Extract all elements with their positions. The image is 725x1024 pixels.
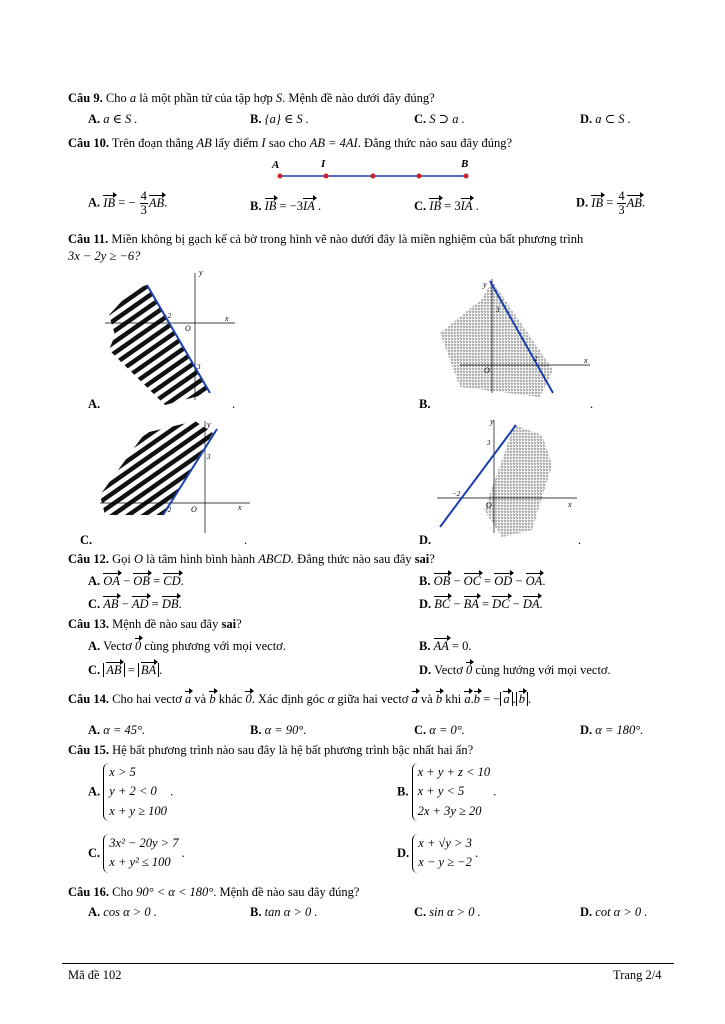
question-14-stem: Câu 14. Cho hai vectơ a và b khác 0. Xác định góc α giữa hai vectơ a và b khi a.b = − a . b . — [68, 692, 532, 706]
q9-option-a[interactable]: A. a ∈ S . — [88, 112, 138, 126]
svg-text:3: 3 — [496, 306, 500, 314]
graph-b[interactable] — [430, 275, 595, 397]
q15-option-b[interactable]: B. x + y + z < 10 x + y < 5 2x + 3y ≥ 20 . — [397, 763, 496, 821]
question-16-stem: Câu 16. Cho 90° < α < 180°. Mệnh đề nào sau đây đúng? — [68, 885, 360, 899]
svg-text:y: y — [490, 417, 494, 426]
point-i — [324, 174, 329, 179]
svg-text:2: 2 — [534, 355, 538, 363]
q14-option-c[interactable]: C. α = 0°. — [414, 723, 465, 737]
q9-option-c[interactable]: C. S ⊃ a . — [414, 112, 465, 126]
question-13-stem: Câu 13. Mệnh đề nào sau đây sai? — [68, 617, 242, 631]
q10-option-b[interactable]: B. IB = −3IA . — [250, 199, 322, 213]
exam-code: Mã đề 102 — [68, 968, 122, 982]
svg-text:y: y — [199, 268, 203, 277]
q16-option-a[interactable]: A. cos α > 0 . — [88, 905, 157, 919]
label-b: B — [461, 158, 469, 170]
question-11-stem: Câu 11. Miền không bị gạch kể cả bờ trong hình vẽ nào dưới đây là miền nghiệm của bất phương trình — [68, 232, 584, 246]
svg-text:x: x — [568, 500, 572, 509]
question-10-stem: Câu 10. Trên đoạn thẳng AB lấy điểm I sao cho AB = 4AI. Đẳng thức nào sau đây đúng? — [68, 136, 513, 150]
q11-option-a[interactable]: A. — [88, 397, 101, 411]
q9-option-b[interactable]: B. {a} ∈ S . — [250, 112, 309, 126]
q13-option-a[interactable]: A. Vectơ 0 cùng phương với mọi vectơ. — [88, 639, 286, 653]
q13-option-d[interactable]: D. Vectơ 0 cùng hướng với mọi vectơ. — [419, 663, 611, 677]
q11-option-b[interactable]: B. — [419, 397, 431, 411]
svg-text:x: x — [225, 314, 229, 323]
svg-text:−2: −2 — [163, 312, 172, 320]
q13-option-c[interactable]: C. AB = BA . — [88, 663, 163, 677]
q12-option-d[interactable]: D. BC − BA = DC − DA. — [419, 597, 543, 611]
q12-option-c[interactable]: C. AB − AD = DB. — [88, 597, 182, 611]
q14-option-a[interactable]: A. α = 45°. — [88, 723, 146, 737]
q16-option-c[interactable]: C. sin α > 0 . — [414, 905, 481, 919]
segment-figure — [266, 156, 482, 182]
q11-option-d[interactable]: D. — [419, 533, 432, 547]
svg-text:−2: −2 — [163, 506, 172, 514]
label-i: I — [321, 158, 326, 170]
q13-option-b[interactable]: B. AA = 0. — [419, 639, 472, 653]
q9-option-d[interactable]: D. a ⊂ S . — [580, 112, 631, 126]
q15-option-d[interactable]: D. x + √y > 3 x − y ≥ −2 . — [397, 834, 478, 873]
label-a: A — [272, 159, 280, 171]
question-15-stem: Câu 15. Hệ bất phương trình nào sau đây là hệ bất phương trình bậc nhất hai ẩn? — [68, 743, 474, 757]
svg-text:x: x — [584, 356, 588, 365]
svg-text:y: y — [483, 280, 487, 289]
svg-text:O: O — [191, 505, 197, 514]
svg-text:O: O — [185, 324, 191, 333]
point-b — [464, 174, 469, 179]
svg-text:O: O — [486, 501, 492, 510]
question-11-inequality: 3x − 2y ≥ −6? — [68, 249, 141, 263]
q15-option-c[interactable]: C. 3x² − 20y > 7 x + y² ≤ 100 . — [88, 834, 185, 873]
q15-option-a[interactable]: A. x > 5 y + 2 < 0 x + y ≥ 100 . — [88, 763, 173, 821]
q10-option-a[interactable]: A. IB = − $\frac{4}{3}$ AB. — [88, 189, 168, 218]
svg-text:O: O — [484, 366, 490, 375]
svg-text:y: y — [207, 420, 211, 429]
q14-option-b[interactable]: B. α = 90°. — [250, 723, 307, 737]
graph-a[interactable] — [95, 265, 245, 407]
q10-option-d[interactable]: D. IB = $\frac{4}{3}$ AB. — [576, 189, 646, 218]
svg-text:x: x — [238, 503, 242, 512]
q16-option-b[interactable]: B. tan α > 0 . — [250, 905, 318, 919]
q10-option-c[interactable]: C. IB = 3IA . — [414, 199, 479, 213]
q12-option-a[interactable]: A. OA − OB = CD. — [88, 574, 184, 588]
svg-text:3: 3 — [197, 363, 201, 371]
q14-option-d[interactable]: D. α = 180°. — [580, 723, 644, 737]
svg-text:3: 3 — [207, 453, 211, 461]
question-9-stem: Câu 9. Cho a là một phần tử của tập hợp S. Mệnh đề nào dưới đây đúng? — [68, 91, 435, 105]
svg-text:3: 3 — [487, 439, 491, 447]
q16-option-d[interactable]: D. cot α > 0 . — [580, 905, 648, 919]
q11-option-c[interactable]: C. — [80, 533, 93, 547]
footer-divider — [62, 963, 674, 964]
graph-d[interactable] — [432, 415, 582, 537]
q12-option-b[interactable]: B. OB − OC = OD − OA. — [419, 574, 546, 588]
question-12-stem: Câu 12. Gọi O là tâm hình bình hành ABCD. Đẳng thức nào sau đây sai? — [68, 552, 435, 566]
svg-text:−2: −2 — [452, 490, 461, 498]
point-a — [278, 174, 283, 179]
graph-c[interactable] — [95, 415, 255, 537]
page-number: Trang 2/4 — [613, 968, 662, 982]
